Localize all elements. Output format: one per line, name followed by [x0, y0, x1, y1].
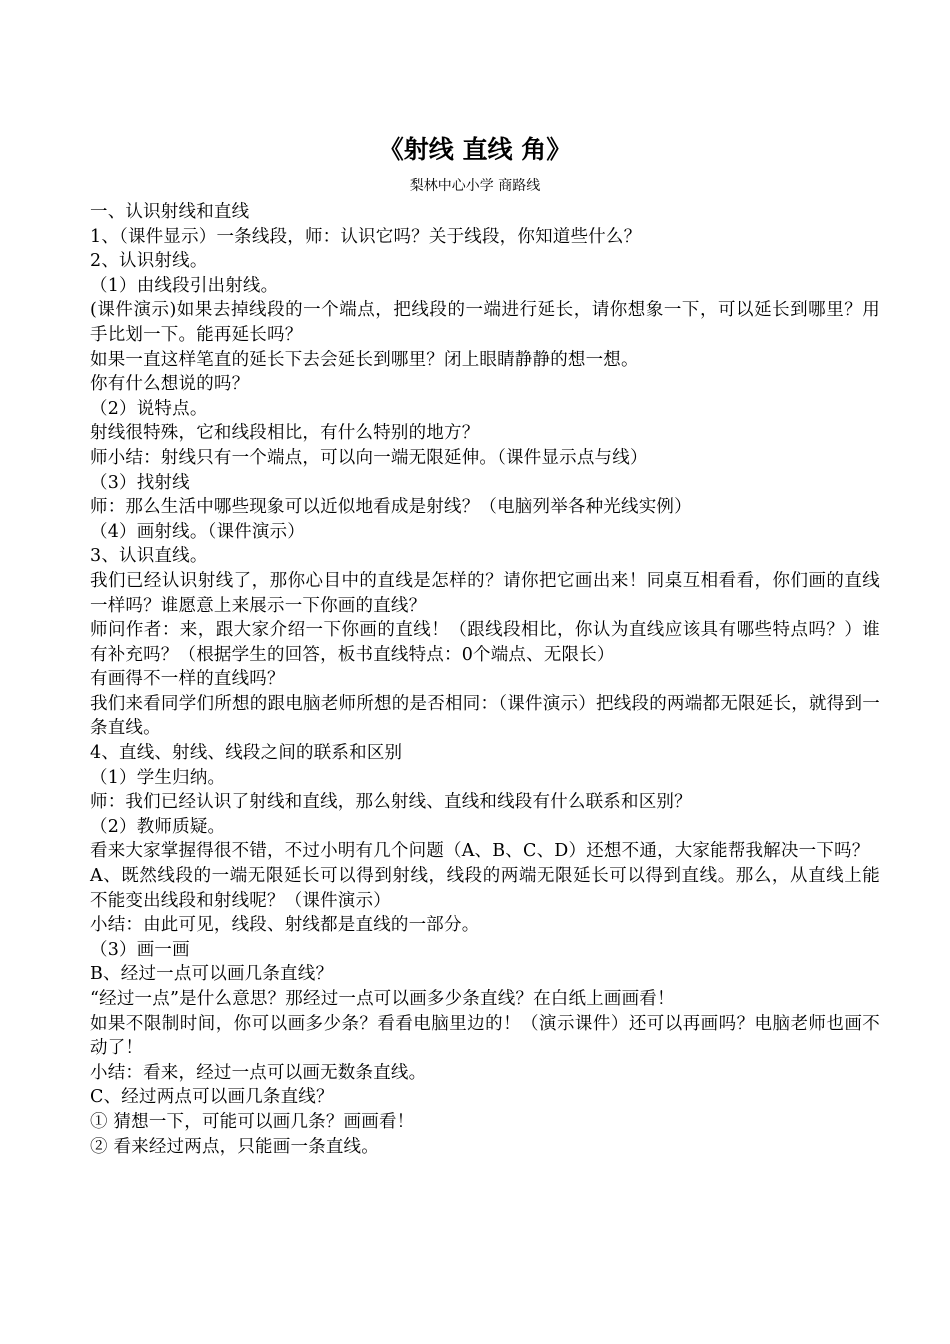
body-paragraph: 小结：由此可见，线段、射线都是直线的一部分。 [90, 915, 480, 936]
body-paragraph: 4、直线、射线、线段之间的联系和区别 [90, 743, 403, 764]
document-author: 梨林中心小学 商路线 [409, 178, 541, 194]
body-paragraph: (课件演示)如果去掉线段的一个端点，把线段的一端进行延长，请你想象一下，可以延长到哪里？用手比划一下。能再延长吗？ [90, 300, 880, 345]
body-paragraph: （1）学生归纳。 [90, 767, 226, 788]
body-paragraph: 射线很特殊，它和线段相比，有什么特别的地方？ [90, 423, 480, 444]
body-paragraph: 师：那么生活中哪些现象可以近似地看成是射线？（电脑列举各种光线实例） [90, 497, 692, 518]
body-paragraph: C、经过两点可以画几条直线？ [90, 1087, 334, 1108]
body-paragraph: ① 猜想一下，可能可以画几条？画画看！ [90, 1111, 415, 1132]
body-paragraph: （4）画射线。（课件演示） [90, 521, 305, 542]
body-paragraph: A、既然线段的一端无限延长可以得到射线，线段的两端无限延长可以得到直线。那么，从直线上能不能变出线段和射线呢？（课件演示） [90, 866, 880, 911]
document-body [90, 200, 880, 1159]
body-paragraph: （2）说特点。 [90, 398, 208, 419]
body-paragraph: 看来大家掌握得很不错，不过小明有几个问题（A、B、C、D）还想不通，大家能帮我解决一下吗？ [90, 841, 870, 862]
body-paragraph: 师：我们已经认识了射线和直线，那么射线、直线和线段有什么联系和区别？ [90, 792, 692, 813]
body-paragraph: 2、认识射线。 [90, 251, 208, 272]
document-title: 《射线 直线 角》 [378, 135, 572, 164]
body-paragraph: 3、认识直线。 [90, 546, 208, 567]
body-paragraph: “经过一点”是什么意思？那经过一点可以画多少条直线？在白纸上画画看！ [90, 989, 675, 1009]
body-paragraph: 师问作者：来，跟大家介绍一下你画的直线！（跟线段相比，你认为直线应该具有哪些特点吗？）谁有补充吗？（根据学生的回答，板书直线特点：0个端点、无限长） [90, 620, 880, 665]
body-paragraph: 一、认识射线和直线 [90, 202, 250, 222]
body-paragraph: 小结：看来，经过一点可以画无数条直线。 [90, 1062, 427, 1083]
body-paragraph: （2）教师质疑。 [90, 816, 226, 837]
body-paragraph: （3）画一画 [90, 939, 190, 960]
body-paragraph: 1、（课件显示）一条线段，师：认识它吗？关于线段，你知道些什么？ [90, 226, 642, 247]
body-paragraph: ② 看来经过两点，只能画一条直线。 [90, 1136, 379, 1157]
body-paragraph: 我们来看同学们所想的跟电脑老师所想的是否相同：（课件演示）把线段的两端都无限延长，就得到一条直线。 [90, 693, 880, 739]
body-paragraph: 有画得不一样的直线吗？ [90, 669, 285, 690]
body-paragraph: B、经过一点可以画几条直线？ [90, 964, 334, 985]
body-paragraph: 师小结：射线只有一个端点，可以向一端无限延伸。（课件显示点与线） [90, 447, 648, 468]
body-paragraph: 你有什么想说的吗？ [90, 374, 250, 395]
body-paragraph: 如果不限制时间，你可以画多少条？看看电脑里边的！（演示课件）还可以再画吗？电脑老师也画不动了！ [90, 1013, 880, 1059]
body-paragraph: 我们已经认识射线了，那你心目中的直线是怎样的？请你把它画出来！同桌互相看看，你们画的直线一样吗？谁愿意上来展示一下你画的直线？ [90, 570, 880, 616]
body-paragraph: （3）找射线 [90, 472, 190, 493]
body-paragraph: 如果一直这样笔直的延长下去会延长到哪里？闭上眼睛静静的想一想。 [90, 349, 639, 370]
body-paragraph: （1）由线段引出射线。 [90, 275, 279, 296]
